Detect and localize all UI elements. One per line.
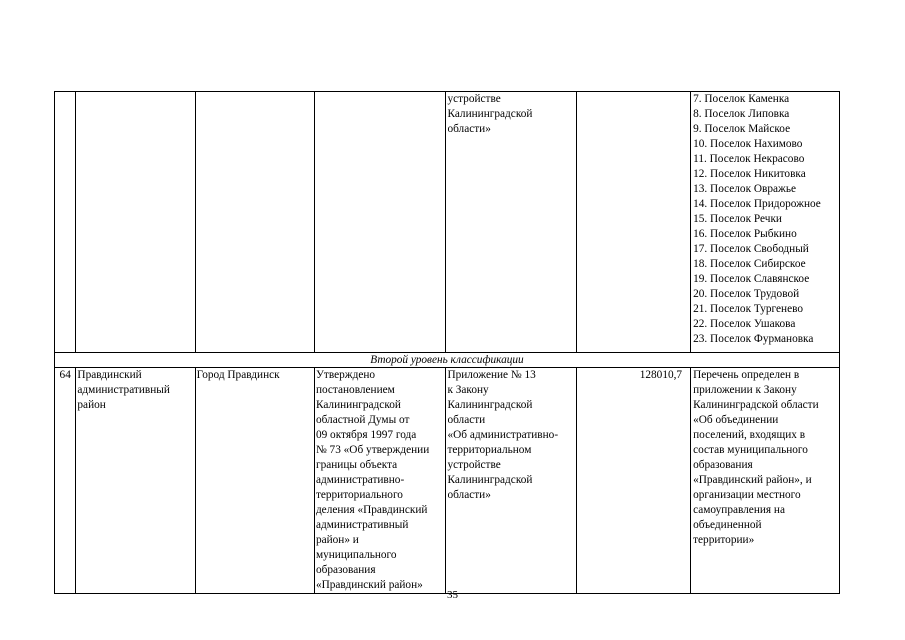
approval-document-cell	[314, 368, 446, 594]
settlements-reference-line: Калининградской области	[693, 399, 819, 411]
appendix-text-line: Калининградской	[447, 399, 533, 411]
settlement-list-item: 12. Поселок Никитовка	[693, 168, 806, 180]
district-name-line: Правдинский	[77, 369, 142, 381]
district-name-cell	[76, 368, 195, 594]
approval-text-line: 09 октября 1997 года	[315, 429, 417, 441]
settlements-reference-line: поселений, входящих в	[693, 429, 806, 441]
settlement-list-item: 8. Поселок Липовка	[693, 108, 790, 120]
settlements-reference-line: образования	[693, 459, 753, 471]
classification-level-heading: Второй уровень классификации	[55, 353, 840, 368]
approved-cell	[314, 92, 446, 353]
appendix-text-line: «Об административно-	[447, 429, 559, 441]
approval-text-line: областной Думы от	[315, 414, 410, 426]
appendix-text-line: области»	[447, 489, 491, 501]
area-value-cell: 128010,7	[576, 368, 690, 594]
approval-text-line: административно-	[315, 474, 405, 486]
district-name-line: район	[77, 399, 106, 411]
settlement-list-item: 22. Поселок Ушакова	[693, 318, 796, 330]
settlement-list-item: 20. Поселок Трудовой	[693, 288, 800, 300]
settlements-reference-line: «Правдинский район», и	[693, 474, 812, 486]
approval-text-line: территориального	[315, 489, 403, 501]
approval-text-line: муниципального	[315, 549, 397, 561]
settlement-list-item: 15. Поселок Речки	[693, 213, 782, 225]
classification-level-row	[55, 353, 840, 368]
appendix-text-line: Калининградской	[447, 474, 533, 486]
settlements-reference-line: состав муниципального	[693, 444, 808, 456]
approval-text-line: «Правдинский район»	[315, 579, 423, 591]
settlement-list-item: 7. Поселок Каменка	[693, 93, 790, 105]
approval-text-line: № 73 «Об утверждении	[315, 444, 430, 456]
center-cell	[195, 92, 314, 353]
settlements-list-cell	[691, 92, 840, 353]
district-cell	[76, 92, 195, 353]
appendix-text-line: области	[447, 414, 486, 426]
settlement-list-item: 23. Поселок Фурмановка	[693, 333, 814, 345]
approval-text-line: постановлением	[315, 384, 395, 396]
settlements-reference-line: объединенной	[693, 519, 762, 531]
settlements-reference-cell	[691, 368, 840, 594]
district-name-line: административный	[77, 384, 170, 396]
settlements-reference-line: территории»	[693, 534, 755, 546]
appendix-cell	[446, 92, 576, 353]
approval-text-line: район» и	[315, 534, 359, 546]
settlements-reference-line: «Об объединении	[693, 414, 779, 426]
approval-text-line: Утверждено	[315, 369, 376, 381]
admin-center-cell: Город Правдинск	[195, 368, 314, 594]
settlement-list-item: 13. Поселок Овражье	[693, 183, 797, 195]
approval-text-line: деления «Правдинский	[315, 504, 428, 516]
settlements-reference-line: самоуправления на	[693, 504, 785, 516]
settlement-list-item: 16. Поселок Рыбкино	[693, 228, 797, 240]
settlements-reference-line: приложении к Закону	[693, 384, 797, 396]
settlements-reference-line: Перечень определен в	[693, 369, 800, 381]
table-row-64	[55, 368, 840, 594]
appendix-text-line: устройстве	[447, 459, 501, 471]
approval-text-line: административный	[315, 519, 409, 531]
approval-text-line: границы объекта	[315, 459, 398, 471]
settlement-list-item: 21. Поселок Тургенево	[693, 303, 803, 315]
approval-text-line: Калининградской	[315, 399, 401, 411]
approval-text-line: образования	[315, 564, 376, 576]
area-cell	[576, 92, 690, 353]
settlements-reference-line: организации местного	[693, 489, 801, 501]
law-appendix-cell	[446, 368, 576, 594]
page-number: 35	[447, 589, 458, 601]
settlement-list-item: 10. Поселок Нахимово	[693, 138, 803, 150]
row-number: 64	[55, 368, 76, 594]
appendix-text-line: к Закону	[447, 384, 489, 396]
appendix-text-line: Калининградской	[447, 108, 533, 120]
settlement-list-item: 14. Поселок Придорожное	[693, 198, 821, 210]
settlement-list-item: 17. Поселок Свободный	[693, 243, 809, 255]
territory-table	[54, 91, 840, 594]
table-row-continuation	[55, 92, 840, 353]
settlement-list-item: 11. Поселок Некрасово	[693, 153, 805, 165]
settlement-list-item: 9. Поселок Майское	[693, 123, 791, 135]
appendix-text-line: устройстве	[447, 93, 501, 105]
appendix-text-line: Приложение № 13	[447, 369, 536, 381]
settlement-list-item: 18. Поселок Сибирское	[693, 258, 806, 270]
appendix-text-line: области»	[447, 123, 491, 135]
number-cell	[55, 92, 76, 353]
appendix-text-line: территориальном	[447, 444, 532, 456]
settlement-list-item: 19. Поселок Славянское	[693, 273, 810, 285]
